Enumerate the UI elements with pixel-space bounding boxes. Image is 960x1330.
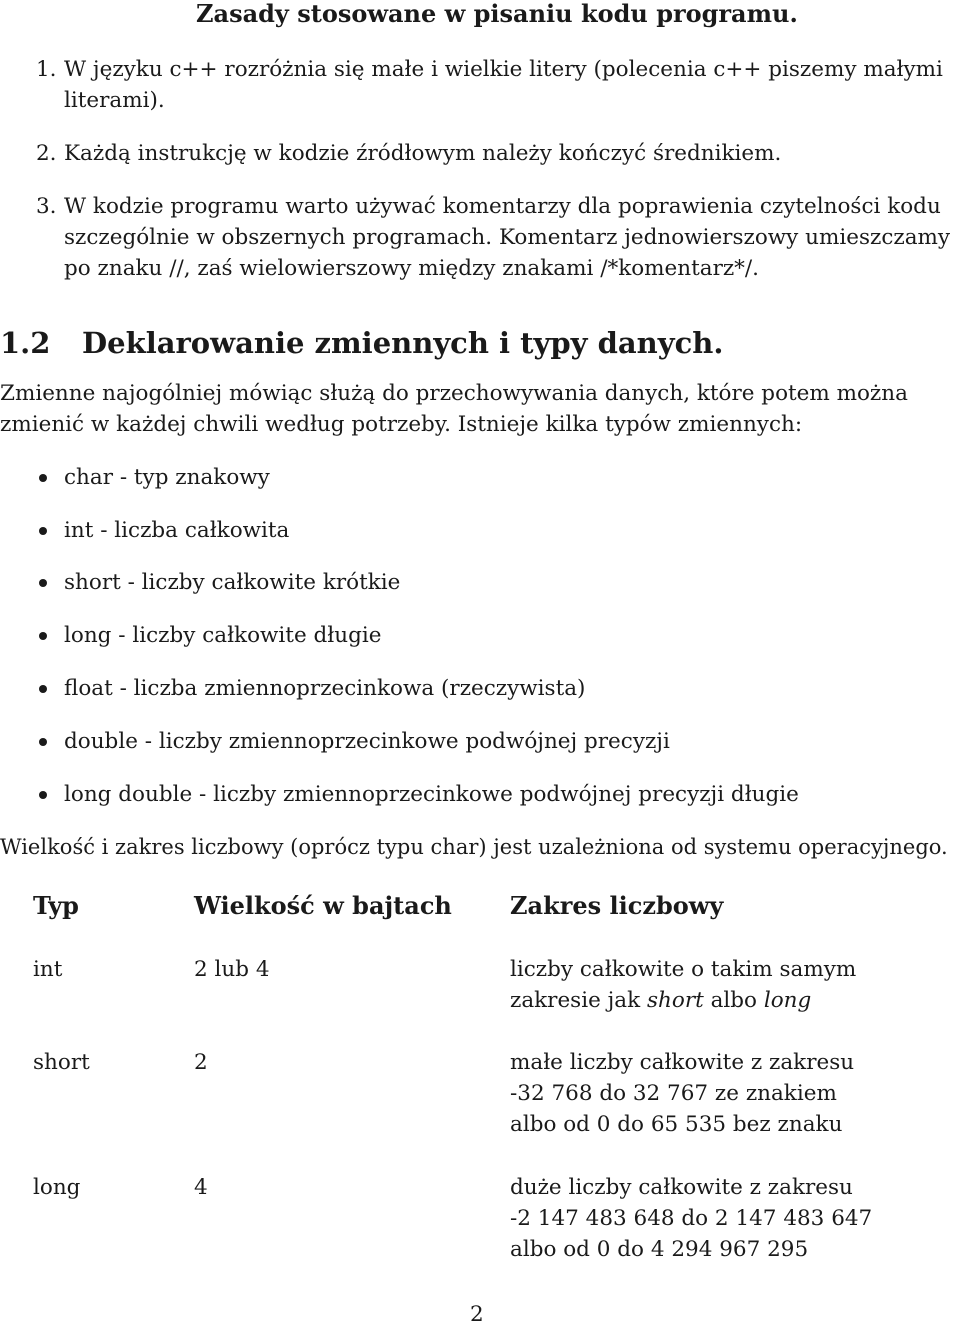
list-item-text: long - liczby całkowite długie — [64, 623, 382, 648]
bullet-icon — [39, 527, 47, 535]
table-header-type: Typ — [33, 891, 79, 920]
range-text: zakresie jak — [510, 988, 641, 1013]
range-text: albo — [710, 988, 757, 1013]
table-cell-range-line: -32 768 do 32 767 ze znakiem — [510, 1081, 837, 1106]
table-cell-size: 2 lub 4 — [194, 957, 270, 982]
list-item-text: double - liczby zmiennoprzecinkowe podwójnej precyzji — [64, 729, 670, 754]
list-item-text: long double - liczby zmiennoprzecinkowe podwójnej precyzji długie — [64, 782, 799, 807]
list-item — [0, 726, 960, 757]
list-item — [0, 462, 960, 493]
table-header-size: Wielkość w bajtach — [194, 891, 452, 920]
section-title — [0, 326, 723, 360]
list-item-text: float - liczba zmiennoprzecinkowa (rzeczywista) — [64, 676, 586, 701]
table-cell-type: short — [33, 1050, 90, 1075]
intro-line: zmienić w każdej chwili według potrzeby. Istnieje kilka typów zmiennych: — [0, 412, 803, 437]
table-cell-type: long — [33, 1175, 81, 1200]
list-item-text: char - typ znakowy — [64, 465, 270, 490]
bullet-icon — [39, 474, 47, 482]
rule-text-line: W kodzie programu warto używać komentarzy dla poprawienia czytelności kodu — [64, 194, 941, 219]
rule-text-line: literami). — [64, 88, 165, 113]
table-cell-size: 2 — [194, 1050, 208, 1075]
list-item — [0, 515, 960, 546]
page-heading: Zasady stosowane w pisaniu kodu programu. — [196, 0, 798, 28]
bullet-icon — [39, 632, 47, 640]
intro-line: Zmienne najogólniej mówiąc służą do przechowywania danych, które potem można — [0, 381, 908, 406]
rule-text-line: szczególnie w obszernych programach. Komentarz jednowierszowy umieszczamy — [64, 225, 951, 250]
bullet-icon — [39, 791, 47, 799]
table-cell-range-line: małe liczby całkowite z zakresu — [510, 1050, 855, 1075]
table-cell-type: int — [33, 957, 63, 982]
rule-text-line: Każdą instrukcję w kodzie źródłowym należy kończyć średnikiem. — [64, 141, 782, 166]
table-cell-range-line — [510, 985, 811, 1016]
table-cell-range-line: albo od 0 do 65 535 bez znaku — [510, 1112, 843, 1137]
page-number: 2 — [470, 1302, 484, 1327]
list-item — [0, 673, 960, 704]
rule-number: 3. — [36, 194, 57, 219]
range-emphasis: short — [647, 988, 704, 1013]
table-cell-range-line: albo od 0 do 4 294 967 295 — [510, 1237, 809, 1262]
table-cell-range-line: duże liczby całkowite z zakresu — [510, 1175, 853, 1200]
range-emphasis: long — [763, 988, 812, 1013]
rule-number: 2. — [36, 141, 57, 166]
table-cell-range-line: -2 147 483 648 do 2 147 483 647 — [510, 1206, 873, 1231]
list-item — [0, 567, 960, 598]
list-item — [0, 620, 960, 651]
rule-text-line: W języku c++ rozróżnia się małe i wielkie litery (polecenia c++ piszemy małymi — [64, 57, 943, 82]
rule-number: 1. — [36, 57, 57, 82]
bullet-icon — [39, 579, 47, 587]
bullet-icon — [39, 685, 47, 693]
table-cell-size: 4 — [194, 1175, 208, 1200]
table-cell-range-line: liczby całkowite o takim samym — [510, 957, 857, 982]
section-number: 1.2 — [0, 326, 51, 360]
section-title-text: Deklarowanie zmiennych i typy danych. — [82, 326, 724, 360]
bullet-icon — [39, 738, 47, 746]
rule-text-line: po znaku //, zaś wielowierszowy między znakami /*komentarz*/. — [64, 256, 760, 281]
list-item-text: short - liczby całkowite krótkie — [64, 570, 401, 595]
list-item — [0, 779, 960, 810]
note-text: Wielkość i zakres liczbowy (oprócz typu char) jest uzależniona od systemu operacyjnego. — [0, 835, 948, 859]
table-header-range: Zakres liczbowy — [510, 891, 724, 920]
list-item-text: int - liczba całkowita — [64, 518, 290, 543]
